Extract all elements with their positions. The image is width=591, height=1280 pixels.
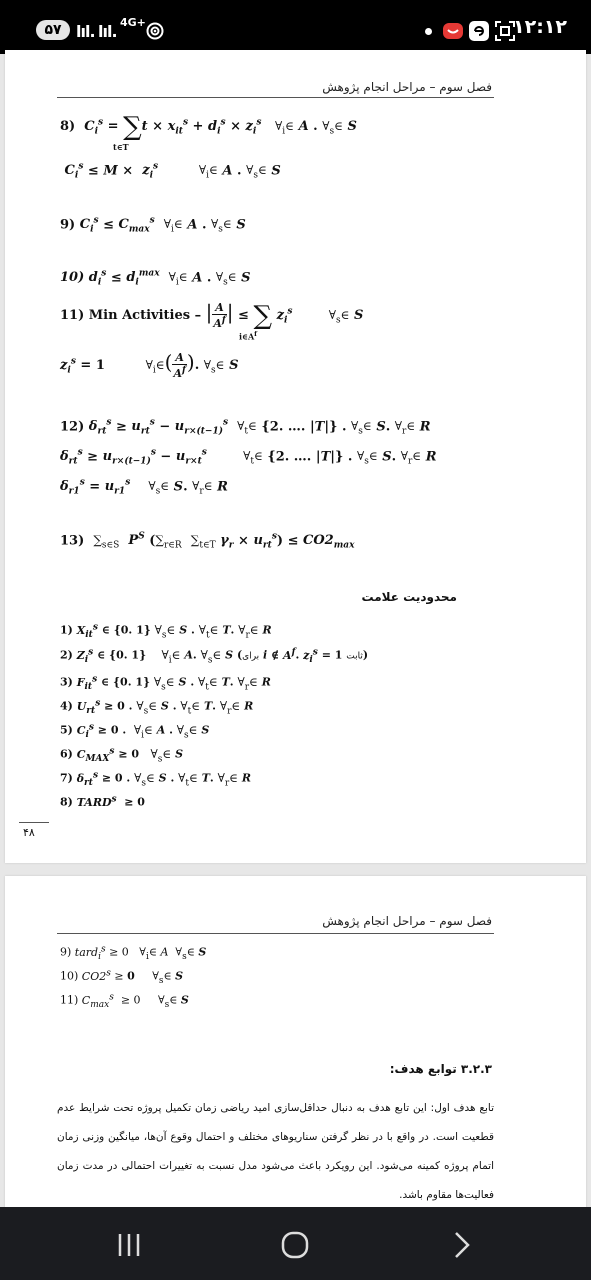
sign-number-4: 4) xyxy=(60,699,73,713)
constraint-10-number: 10) xyxy=(60,270,85,286)
constraint-9-number: 9) xyxy=(60,217,76,233)
constraint-12: 12) $\delta_{rt}^s \ge u_{rt}^s - u_{r\times(t-1)}^s$ $\forall_t\in$ {2. …. |T|} . $\forall_s\in$ S. $\forall_r\in$ R xyxy=(60,418,431,437)
sign-constraint-3: 3) $F_{it}^s$ ∈ {0. 1} $\forall_s\in$ S . $\forall_t\in$ T. $\forall_r\in$ R xyxy=(60,674,271,693)
sign-constraint-6: 6) $C_{MAX}^s \ge 0$ $\forall_s\in$ S xyxy=(60,746,184,765)
sign-number-9: 9) xyxy=(60,945,72,959)
browser-icon xyxy=(468,20,490,42)
sign-number-3: 3) xyxy=(60,675,73,689)
sign-constraint-2: 2) $Z_i^s$ ∈ {0. 1} $\forall_i\in$ A. $\forall_s\in$ S (برای i ∉ $A^f$. $z_i^s = 1$ ثابت) xyxy=(60,647,369,666)
sign-constraint-4: 4) $U_{rt}^s \ge 0$ . $\forall_s\in$ S . $\forall_t\in$ T. $\forall_r\in$ R xyxy=(60,698,254,717)
sign-constraint-7: 7) $\delta_{rt}^s \ge 0$ . $\forall_s\in$ S . $\forall_t\in$ T. $\forall_r\in$ R xyxy=(60,770,252,789)
sign-constraint-9: 9) tard$_i^s$ ≥ 0 $\forall_i\in$ A $\forall_s\in$ S xyxy=(60,944,207,962)
page-number: ۴۸ xyxy=(23,826,35,839)
network-type: 4G+ xyxy=(120,16,146,29)
document-page-49 xyxy=(5,876,586,1210)
sign-number-1: 1) xyxy=(60,623,73,637)
sign-constraint-1: 1) $X_{it}^s$ ∈ {0. 1} $\forall_s\in$ S . $\forall_t\in$ T. $\forall_r\in$ R xyxy=(60,622,272,641)
back-icon[interactable] xyxy=(445,1229,477,1261)
sign-constraint-11: 11) $C_{max}^s \ge 0$ $\forall_s\in$ S xyxy=(60,992,189,1010)
sign-number-6: 6) xyxy=(60,747,73,761)
signal-icon-2: lıl. xyxy=(98,22,117,41)
constraint-13-number: 13) xyxy=(60,533,85,549)
home-icon[interactable] xyxy=(279,1229,311,1261)
constraint-10: 10) $d_i^s \le d_i^{max}$ $\forall_i\in$ A . $\forall_s\in$ S xyxy=(60,269,251,288)
constraint-12-number: 12) xyxy=(60,419,85,435)
battery-indicator: ۵۷ xyxy=(36,20,70,40)
document-page-48 xyxy=(5,50,586,863)
objective-paragraph: تابع هدف اول: این تابع هدف به دنبال حداقل‌سازی امید ریاضی زمان تکمیل پروژه تحت شرایط عدم قطعیت است. در واقع با در نظر گرفتن سناریوهای مختلف و احتمال وقوع آن‌ها، میانگین وزنی زمان اتمام پروژه کمینه می‌شود. این رویکرد باعث می‌شود مدل نسبت به تغییرات احتمالی در مدت زمان فعالیت‌ها مقاوم باشد. xyxy=(57,1102,494,1201)
header-rule xyxy=(57,97,494,98)
app-notification-icon xyxy=(442,20,464,42)
for-text: برای xyxy=(242,651,260,662)
chapter-header: فصل سوم – مراحل انجام پژوهش xyxy=(322,80,492,94)
sign-constraint-5: 5) $C_i^s \ge 0$ . $\forall_i\in$ A . $\forall_s\in$ S xyxy=(60,722,210,741)
sum-index: t∈T xyxy=(113,142,129,152)
constant-text: ثابت xyxy=(346,651,363,662)
signal-icon: lıl. xyxy=(76,22,95,41)
page-number-rule xyxy=(19,822,49,823)
recent-apps-icon[interactable] xyxy=(113,1229,145,1261)
constraint-8-number: 8) xyxy=(60,119,76,134)
constraint-8b: $C_i^s \le M \times z_i^s$ $\forall_i\in$ A . $\forall_s\in$ S xyxy=(64,162,281,181)
header-rule-2 xyxy=(57,933,494,934)
notification-dot-icon xyxy=(425,28,432,35)
constraint-12b: $\delta_{rt}^s \ge u_{r\times(t-1)}^s - u_{r\times t}^s$ $\forall_t\in$ {2. …. |T|} . $\forall_s\in$ S. $\forall_r\in$ R xyxy=(60,448,437,467)
constraint-12c: $\delta_{r1}^s = u_{r1}^s$ $\forall_s\in$ S. $\forall_r\in$ R xyxy=(60,478,228,497)
navigation-bar xyxy=(0,1207,591,1280)
sign-number-5: 5) xyxy=(60,723,73,737)
sign-constraint-8: 8) TARD$^s$ ≥ 0 xyxy=(60,794,145,809)
sign-constraints-title: محدودیت علامت xyxy=(361,590,457,604)
sign-constraint-10: 10) $CO2^s \ge 0$ $\forall_s\in$ S xyxy=(60,968,184,986)
constraint-11-label: 11) Min Activities – xyxy=(60,308,202,323)
sign-number-2: 2) xyxy=(60,648,73,662)
clock: ۱۲:۱۲ xyxy=(513,16,567,38)
objective-functions-title: ۳.۲.۳ توابع هدف: xyxy=(389,1062,492,1076)
constraint-13: 13) $\sum_{s\in S}$ $P^S$ ($\sum_{r\in R}$ $\sum_{t\in T}$ $\gamma_r \times u_{rt}^s) \le CO2_{max}$ xyxy=(60,532,355,551)
chapter-header-2: فصل سوم – مراحل انجام پژوهش xyxy=(322,914,492,928)
constraint-11b: $z_i^s = 1$ $\forall_i\in$( $\frac{A}{A^f}$ ). $\forall_s\in$ S xyxy=(60,350,239,380)
sum-index-2: $i\in A^f$ xyxy=(239,330,258,342)
hotspot-icon xyxy=(146,22,164,40)
sign-number-11: 11) xyxy=(60,993,79,1007)
sign-number-7: 7) xyxy=(60,771,73,785)
constraint-9: 9) $C_i^s \le C_{max}^s$ $\forall_i\in$ A . $\forall_s\in$ S xyxy=(60,216,246,235)
constraint-8: 8) $C_i^s = \sum t \times x_{it}^s + d_i^s \times z_i^s$ $\forall_i\in$ A . $\forall_s\in$ S xyxy=(60,112,357,142)
constraint-11: 11) Min Activities – | $\frac{A}{A^f}$ | ≤ ∑ $z_i^s$ $\forall_s\in$ S xyxy=(60,300,364,331)
sign-number-8: 8) xyxy=(60,795,73,809)
status-bar xyxy=(0,0,591,54)
sign-number-10: 10) xyxy=(60,969,79,983)
